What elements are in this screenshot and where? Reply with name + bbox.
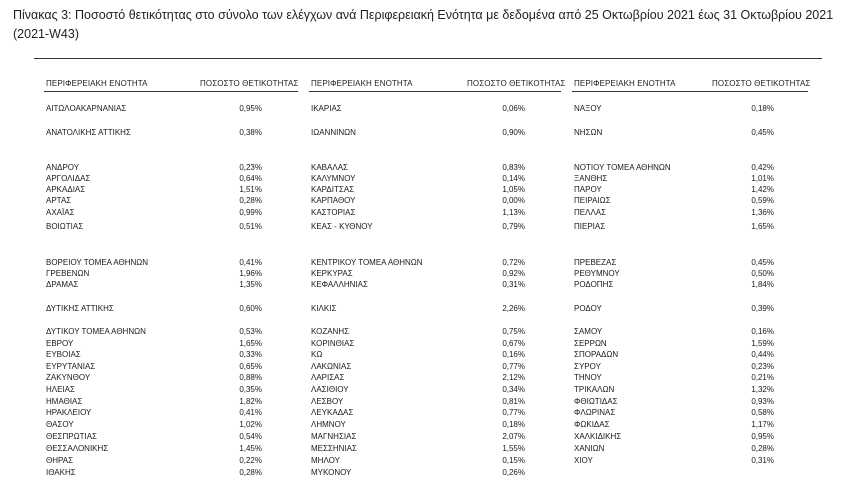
positivity-value: 0,67% bbox=[502, 339, 525, 348]
region-name: ΛΑΡΙΣΑΣ bbox=[311, 373, 345, 382]
positivity-value: 0,60% bbox=[239, 304, 262, 313]
positivity-value: 0,26% bbox=[502, 468, 525, 477]
positivity-value: 0,45% bbox=[751, 258, 774, 267]
positivity-value: 0,90% bbox=[502, 128, 525, 137]
positivity-value: 0,58% bbox=[751, 408, 774, 417]
region-name: ΚΕΡΚΥΡΑΣ bbox=[311, 269, 353, 278]
region-name: ΝΑΞΟΥ bbox=[574, 104, 602, 113]
positivity-value: 0,41% bbox=[239, 258, 262, 267]
region-name: ΒΟΡΕΙΟΥ ΤΟΜΕΑ ΑΘΗΝΩΝ bbox=[46, 258, 149, 267]
positivity-value: 0,53% bbox=[239, 327, 262, 336]
region-name: ΗΜΑΘΙΑΣ bbox=[46, 397, 83, 406]
region-name: ΚΕΑΣ - ΚΥΘΝΟΥ bbox=[311, 222, 373, 231]
header-underline bbox=[44, 91, 298, 92]
region-name: ΜΗΛΟΥ bbox=[311, 456, 340, 465]
region-name: ΠΕΙΡΑΙΩΣ bbox=[574, 196, 611, 205]
positivity-value: 0,28% bbox=[239, 468, 262, 477]
positivity-value: 0,83% bbox=[502, 163, 525, 172]
region-name: ΛΑΣΙΘΙΟΥ bbox=[311, 385, 349, 394]
region-name: ΔΡΑΜΑΣ bbox=[46, 280, 79, 289]
region-name: ΘΗΡΑΣ bbox=[46, 456, 74, 465]
column-header-value: ΠΟΣΟΣΤΟ ΘΕΤΙΚΟΤΗΤΑΣ bbox=[712, 79, 811, 88]
positivity-value: 1,45% bbox=[239, 444, 262, 453]
positivity-value: 0,51% bbox=[239, 222, 262, 231]
positivity-value: 0,35% bbox=[239, 385, 262, 394]
positivity-value: 0,50% bbox=[751, 269, 774, 278]
column-header-value: ΠΟΣΟΣΤΟ ΘΕΤΙΚΟΤΗΤΑΣ bbox=[467, 79, 566, 88]
region-name: ΑΝΔΡΟΥ bbox=[46, 163, 80, 172]
region-name: ΠΡΕΒΕΖΑΣ bbox=[574, 258, 617, 267]
region-name: ΧΑΛΚΙΔΙΚΗΣ bbox=[574, 432, 622, 441]
region-name: ΦΛΩΡΙΝΑΣ bbox=[574, 408, 616, 417]
region-name: ΚΕΦΑΛΛΗΝΙΑΣ bbox=[311, 280, 368, 289]
positivity-value: 1,55% bbox=[502, 444, 525, 453]
region-name: ΚΟΖΑΝΗΣ bbox=[311, 327, 350, 336]
positivity-value: 1,42% bbox=[751, 185, 774, 194]
region-name: ΘΑΣΟΥ bbox=[46, 420, 74, 429]
positivity-value: 0,72% bbox=[502, 258, 525, 267]
region-name: ΔΥΤΙΚΟΥ ΤΟΜΕΑ ΑΘΗΝΩΝ bbox=[46, 327, 146, 336]
positivity-value: 1,59% bbox=[751, 339, 774, 348]
positivity-value: 0,81% bbox=[502, 397, 525, 406]
positivity-value: 0,18% bbox=[502, 420, 525, 429]
positivity-value: 0,54% bbox=[239, 432, 262, 441]
column-header-name: ΠΕΡΙΦΕΡΕΙΑΚΗ ΕΝΟΤΗΤΑ bbox=[46, 79, 148, 88]
region-name: ΠΙΕΡΙΑΣ bbox=[574, 222, 606, 231]
positivity-value: 0,16% bbox=[502, 350, 525, 359]
positivity-value: 1,84% bbox=[751, 280, 774, 289]
positivity-value: 1,13% bbox=[502, 208, 525, 217]
region-name: ΡΕΘΥΜΝΟΥ bbox=[574, 269, 620, 278]
positivity-value: 0,14% bbox=[502, 174, 525, 183]
positivity-value: 1,17% bbox=[751, 420, 774, 429]
positivity-value: 1,65% bbox=[239, 339, 262, 348]
region-name: ΚΑΛΥΜΝΟΥ bbox=[311, 174, 356, 183]
region-name: ΑΡΓΟΛΙΔΑΣ bbox=[46, 174, 91, 183]
region-name: ΓΡΕΒΕΝΩΝ bbox=[46, 269, 90, 278]
positivity-value: 1,51% bbox=[239, 185, 262, 194]
region-name: ΜΥΚΟΝΟΥ bbox=[311, 468, 352, 477]
positivity-value: 0,95% bbox=[239, 104, 262, 113]
positivity-value: 0,95% bbox=[751, 432, 774, 441]
positivity-value: 0,06% bbox=[502, 104, 525, 113]
positivity-value: 0,59% bbox=[751, 196, 774, 205]
positivity-value: 1,65% bbox=[751, 222, 774, 231]
region-name: ΚΩ bbox=[311, 350, 323, 359]
positivity-value: 0,28% bbox=[239, 196, 262, 205]
region-name: ΚΙΛΚΙΣ bbox=[311, 304, 337, 313]
positivity-value: 0,79% bbox=[502, 222, 525, 231]
region-name: ΕΥΡΥΤΑΝΙΑΣ bbox=[46, 362, 96, 371]
positivity-value: 0,77% bbox=[502, 408, 525, 417]
column-header-value: ΠΟΣΟΣΤΟ ΘΕΤΙΚΟΤΗΤΑΣ bbox=[200, 79, 299, 88]
positivity-value: 0,42% bbox=[751, 163, 774, 172]
positivity-value: 1,02% bbox=[239, 420, 262, 429]
region-name: ΦΘΙΩΤΙΔΑΣ bbox=[574, 397, 618, 406]
region-name: ΑΙΤΩΛΟΑΚΑΡΝΑΝΙΑΣ bbox=[46, 104, 127, 113]
positivity-value: 0,65% bbox=[239, 362, 262, 371]
positivity-value: 0,88% bbox=[239, 373, 262, 382]
positivity-value: 1,35% bbox=[239, 280, 262, 289]
region-name: ΠΕΛΛΑΣ bbox=[574, 208, 607, 217]
region-name: ΧΙΟΥ bbox=[574, 456, 593, 465]
positivity-value: 0,75% bbox=[502, 327, 525, 336]
table-caption: Πίνακας 3: Ποσοστό θετικότητας στο σύνολο των ελέγχων ανά Περιφερειακή Ενότητα με δεδομένα από 25 Οκτωβρίου 2021 έως 31 Οκτωβρίου 2021 (2021-W43) bbox=[13, 8, 834, 41]
region-name: ΝΗΣΩΝ bbox=[574, 128, 603, 137]
positivity-value: 0,41% bbox=[239, 408, 262, 417]
region-name: ΛΕΥΚΑΔΑΣ bbox=[311, 408, 354, 417]
region-name: ΙΚΑΡΙΑΣ bbox=[311, 104, 342, 113]
region-name: ΡΟΔΟΥ bbox=[574, 304, 602, 313]
positivity-value: 0,22% bbox=[239, 456, 262, 465]
positivity-value: 1,36% bbox=[751, 208, 774, 217]
region-name: ΜΑΓΝΗΣΙΑΣ bbox=[311, 432, 357, 441]
positivity-value: 1,32% bbox=[751, 385, 774, 394]
positivity-value: 0,31% bbox=[751, 456, 774, 465]
region-name: ΑΡΚΑΔΙΑΣ bbox=[46, 185, 86, 194]
positivity-value: 0,77% bbox=[502, 362, 525, 371]
region-name: ΚΕΝΤΡΙΚΟΥ ΤΟΜΕΑ ΑΘΗΝΩΝ bbox=[311, 258, 423, 267]
region-name: ΒΟΙΩΤΙΑΣ bbox=[46, 222, 84, 231]
header-underline bbox=[572, 91, 808, 92]
region-name: ΣΥΡΟΥ bbox=[574, 362, 601, 371]
region-name: ΤΡΙΚΑΛΩΝ bbox=[574, 385, 615, 394]
region-name: ΚΑΣΤΟΡΙΑΣ bbox=[311, 208, 356, 217]
region-name: ΑΧΑΪΑΣ bbox=[46, 208, 75, 217]
region-name: ΚΑΡΠΑΘΟΥ bbox=[311, 196, 356, 205]
positivity-value: 0,39% bbox=[751, 304, 774, 313]
positivity-value: 0,23% bbox=[751, 362, 774, 371]
region-name: ΗΡΑΚΛΕΙΟΥ bbox=[46, 408, 92, 417]
positivity-value: 0,15% bbox=[502, 456, 525, 465]
positivity-value: 2,12% bbox=[502, 373, 525, 382]
region-name: ΣΕΡΡΩΝ bbox=[574, 339, 607, 348]
positivity-value: 0,38% bbox=[239, 128, 262, 137]
positivity-value: 0,00% bbox=[502, 196, 525, 205]
region-name: ΛΕΣΒΟΥ bbox=[311, 397, 344, 406]
region-name: ΤΗΝΟΥ bbox=[574, 373, 602, 382]
positivity-value: 0,23% bbox=[239, 163, 262, 172]
positivity-value: 0,33% bbox=[239, 350, 262, 359]
region-name: ΗΛΕΙΑΣ bbox=[46, 385, 75, 394]
region-name: ΡΟΔΟΠΗΣ bbox=[574, 280, 614, 289]
positivity-value: 0,45% bbox=[751, 128, 774, 137]
region-name: ΦΩΚΙΔΑΣ bbox=[574, 420, 610, 429]
region-name: ΣΠΟΡΑΔΩΝ bbox=[574, 350, 619, 359]
region-name: ΖΑΚΥΝΘΟΥ bbox=[46, 373, 91, 382]
region-name: ΔΥΤΙΚΗΣ ΑΤΤΙΚΗΣ bbox=[46, 304, 114, 313]
header-underline bbox=[309, 91, 561, 92]
region-name: ΑΝΑΤΟΛΙΚΗΣ ΑΤΤΙΚΗΣ bbox=[46, 128, 131, 137]
region-name: ΙΘΑΚΗΣ bbox=[46, 468, 76, 477]
positivity-value: 0,93% bbox=[751, 397, 774, 406]
region-name: ΞΑΝΘΗΣ bbox=[574, 174, 608, 183]
positivity-value: 1,01% bbox=[751, 174, 774, 183]
positivity-value: 1,82% bbox=[239, 397, 262, 406]
positivity-value: 0,16% bbox=[751, 327, 774, 336]
region-name: ΕΒΡΟΥ bbox=[46, 339, 74, 348]
positivity-value: 0,44% bbox=[751, 350, 774, 359]
region-name: ΠΑΡΟΥ bbox=[574, 185, 602, 194]
positivity-value: 0,18% bbox=[751, 104, 774, 113]
column-header-name: ΠΕΡΙΦΕΡΕΙΑΚΗ ΕΝΟΤΗΤΑ bbox=[311, 79, 413, 88]
region-name: ΜΕΣΣΗΝΙΑΣ bbox=[311, 444, 357, 453]
region-name: ΑΡΤΑΣ bbox=[46, 196, 72, 205]
region-name: ΚΟΡΙΝΘΙΑΣ bbox=[311, 339, 355, 348]
region-name: ΚΑΒΑΛΑΣ bbox=[311, 163, 348, 172]
region-name: ΙΩΑΝΝΙΝΩΝ bbox=[311, 128, 356, 137]
region-name: ΧΑΝΙΩΝ bbox=[574, 444, 605, 453]
region-name: ΝΟΤΙΟΥ ΤΟΜΕΑ ΑΘΗΝΩΝ bbox=[574, 163, 671, 172]
caption-divider bbox=[34, 58, 822, 59]
positivity-value: 0,28% bbox=[751, 444, 774, 453]
positivity-value: 0,92% bbox=[502, 269, 525, 278]
positivity-value: 2,26% bbox=[502, 304, 525, 313]
region-name: ΘΕΣΠΡΩΤΙΑΣ bbox=[46, 432, 97, 441]
positivity-value: 0,31% bbox=[502, 280, 525, 289]
region-name: ΛΑΚΩΝΙΑΣ bbox=[311, 362, 352, 371]
positivity-value: 2,07% bbox=[502, 432, 525, 441]
region-name: ΕΥΒΟΙΑΣ bbox=[46, 350, 81, 359]
region-name: ΣΑΜΟΥ bbox=[574, 327, 603, 336]
region-name: ΘΕΣΣΑΛΟΝΙΚΗΣ bbox=[46, 444, 109, 453]
positivity-value: 1,96% bbox=[239, 269, 262, 278]
positivity-value: 1,05% bbox=[502, 185, 525, 194]
region-name: ΚΑΡΔΙΤΣΑΣ bbox=[311, 185, 355, 194]
region-name: ΛΗΜΝΟΥ bbox=[311, 420, 346, 429]
positivity-value: 0,64% bbox=[239, 174, 262, 183]
positivity-value: 0,99% bbox=[239, 208, 262, 217]
positivity-value: 0,21% bbox=[751, 373, 774, 382]
positivity-value: 0,34% bbox=[502, 385, 525, 394]
column-header-name: ΠΕΡΙΦΕΡΕΙΑΚΗ ΕΝΟΤΗΤΑ bbox=[574, 79, 676, 88]
